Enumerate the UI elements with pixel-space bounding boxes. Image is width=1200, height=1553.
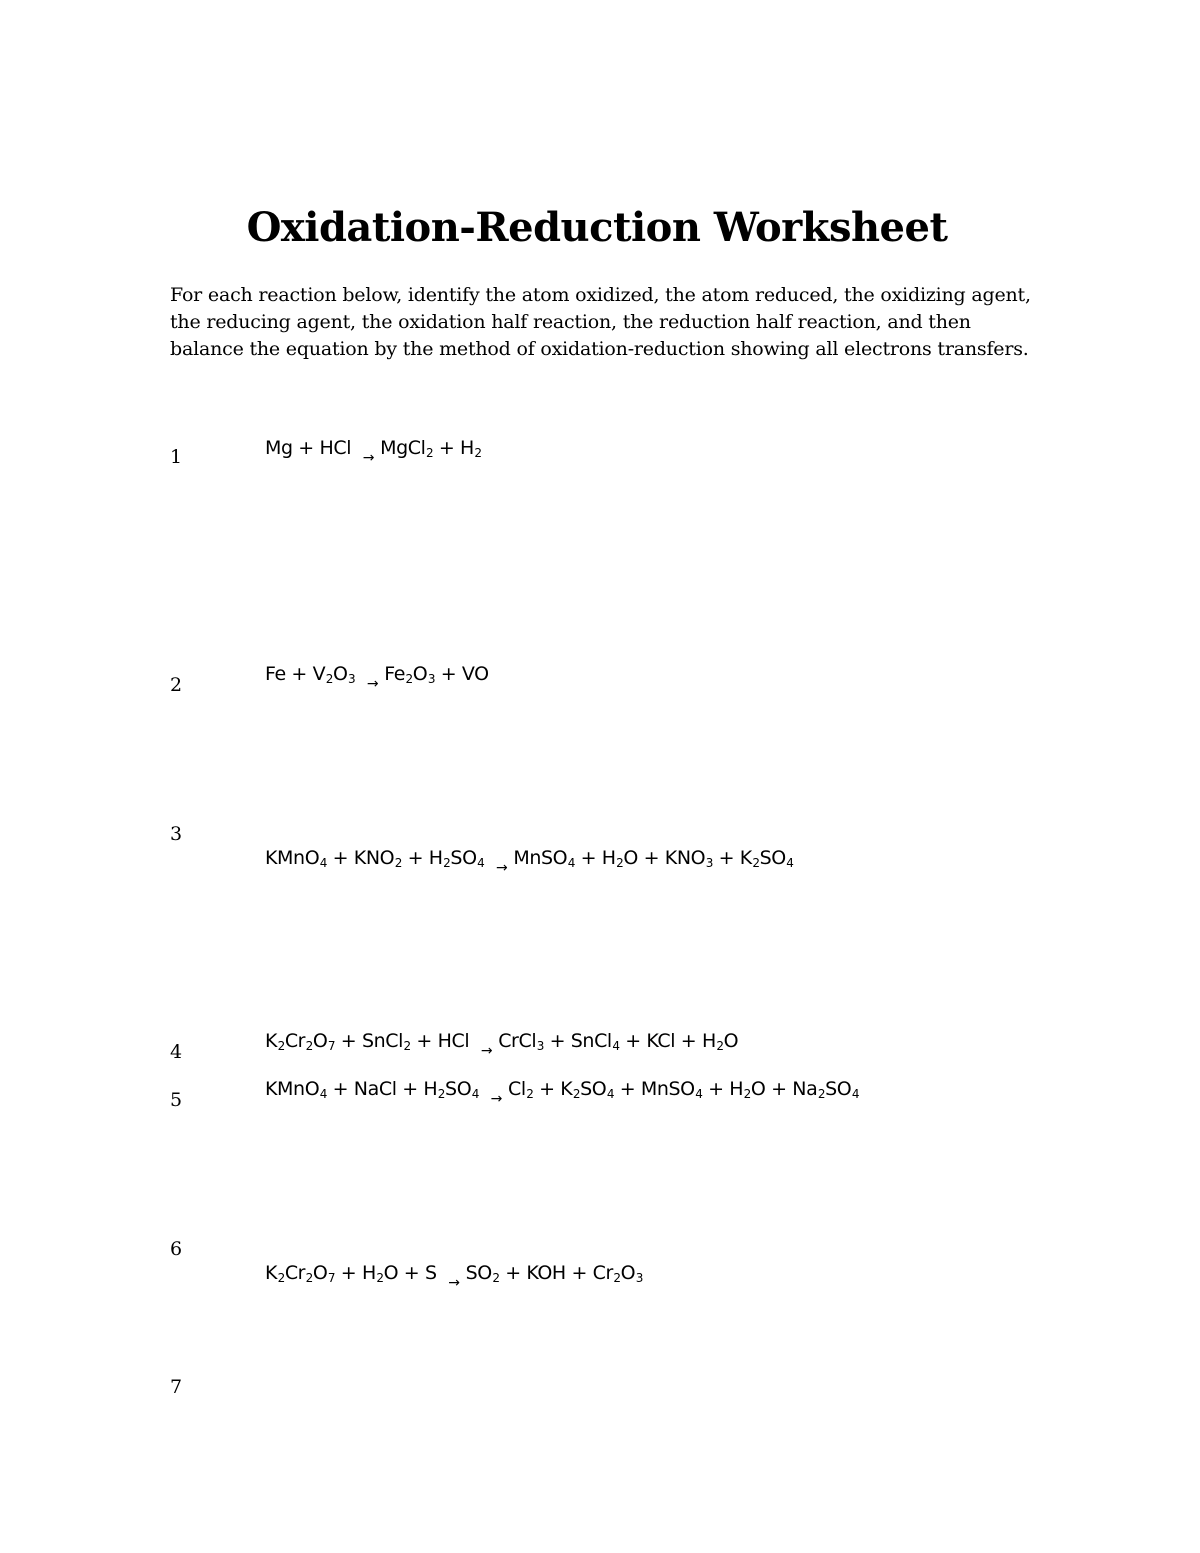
- products-text: + H: [702, 1078, 744, 1100]
- products-text: SO: [759, 847, 786, 869]
- subscript: 4: [567, 856, 575, 870]
- reactants-text: + KNO: [327, 847, 395, 869]
- reaction-equation: $Fe + V_2O_3 \to Fe_2O_3$ + VO: [265, 663, 489, 692]
- reactants-text: KMnO: [265, 1078, 320, 1100]
- reactants-text: + HCl: [410, 1030, 475, 1052]
- reactants-text: K: [265, 1030, 278, 1052]
- subscript: 4: [319, 856, 327, 870]
- subscript: 4: [695, 1087, 703, 1101]
- subscript: 2: [443, 856, 451, 870]
- subscript: 4: [471, 1087, 480, 1101]
- reactants-text: [479, 1078, 485, 1100]
- products-text: + K: [533, 1078, 573, 1100]
- reactants-text: O: [332, 663, 348, 685]
- products-text: + K: [712, 847, 752, 869]
- reactants-text: + H: [401, 847, 443, 869]
- products-text: MgCl: [380, 437, 426, 459]
- products-text: + H: [574, 847, 616, 869]
- reactants-text: O + S: [383, 1262, 443, 1284]
- subscript: 2: [305, 1039, 313, 1053]
- subscript: 2: [492, 1271, 500, 1285]
- reactants-text: SO: [450, 847, 477, 869]
- products-text: O: [412, 663, 428, 685]
- reaction-equation: Mg + HCl → MgCl$_2$ + $H_2$: [265, 437, 482, 466]
- reaction-equation: KMnO$_4$ + NaCl + $H_2SO_4 \to Cl_2 + K_2SO_4$ + MnSO$_4$ + $H_2O + Na_2SO_4$: [265, 1078, 860, 1107]
- subscript: 2: [394, 856, 402, 870]
- products-text: + MnSO: [614, 1078, 695, 1100]
- subscript: 3: [536, 1039, 544, 1053]
- products-text: + H: [433, 437, 474, 459]
- products-text: CrCl: [498, 1030, 537, 1052]
- products-text: O: [620, 1262, 636, 1284]
- products-text: O + KNO: [623, 847, 706, 869]
- products-text: Cl: [508, 1078, 526, 1100]
- subscript: 2: [277, 1039, 285, 1053]
- reactants-text: [484, 847, 490, 869]
- subscript: 7: [327, 1271, 336, 1285]
- reaction-equation: $K_2Cr_2O_7$ + SnCl$_2$ + HCl → CrCl$_3$ + SnCl$_4$ + KCl + $H_2O$: [265, 1030, 739, 1059]
- subscript: 2: [403, 1039, 411, 1053]
- subscript: 2: [277, 1271, 285, 1285]
- subscript: 2: [743, 1087, 751, 1101]
- reactants-text: + H: [335, 1262, 376, 1284]
- reaction-equation: KMnO$_4$ + $KNO_2 + H_2SO_4$ → MnSO$_4$ + $H_2O + KNO_3 + K_2SO_4$: [265, 847, 794, 876]
- subscript: 2: [405, 672, 413, 686]
- subscript: 3: [635, 1271, 643, 1285]
- subscript: 2: [616, 856, 624, 870]
- reactants-text: O: [312, 1030, 328, 1052]
- subscript: 7: [327, 1039, 336, 1053]
- reactants-text: Fe + V: [265, 663, 326, 685]
- reactants-text: KMnO: [265, 847, 320, 869]
- subscript: 3: [427, 672, 436, 686]
- subscript: 4: [851, 1087, 860, 1101]
- subscript: 2: [305, 1271, 313, 1285]
- reactants-text: [355, 663, 361, 685]
- subscript: 2: [474, 446, 482, 460]
- products-text: O + Na: [750, 1078, 818, 1100]
- subscript: 2: [325, 672, 333, 686]
- reactants-text: Cr: [284, 1262, 306, 1284]
- reactants-text: SO: [445, 1078, 472, 1100]
- subscript: 4: [606, 1087, 615, 1101]
- products-text: SO: [825, 1078, 852, 1100]
- problem-number: 6: [170, 1238, 183, 1260]
- subscript: 4: [786, 856, 794, 870]
- reactants-text: + NaCl + H: [327, 1078, 438, 1100]
- problem-number: 4: [170, 1041, 183, 1063]
- products-text: + SnCl: [543, 1030, 612, 1052]
- problem-number: 2: [170, 674, 183, 696]
- reactants-text: K: [265, 1262, 278, 1284]
- reactants-text: + SnCl: [335, 1030, 404, 1052]
- reactants-text: + HCl: [292, 437, 357, 459]
- subscript: 2: [425, 446, 434, 460]
- subscript: 2: [526, 1087, 534, 1101]
- products-text: SO: [465, 1262, 492, 1284]
- subscript: 2: [752, 856, 760, 870]
- subscript: 2: [817, 1087, 826, 1101]
- subscript: 2: [613, 1271, 621, 1285]
- reactants-text: Mg: [265, 437, 293, 459]
- subscript: 2: [572, 1087, 581, 1101]
- subscript: 4: [477, 856, 485, 870]
- products-text: + KCl + H: [619, 1030, 716, 1052]
- reactants-text: Cr: [284, 1030, 306, 1052]
- reactants-text: O: [312, 1262, 328, 1284]
- problem-number: 1: [170, 446, 183, 468]
- reaction-equation: $K_2Cr_2O_7 + H_2O + S \to SO_2$ + KOH + $Cr_2O_3$: [265, 1262, 643, 1291]
- problem-number: 5: [170, 1089, 183, 1111]
- products-text: Fe: [384, 663, 406, 685]
- subscript: 2: [437, 1087, 446, 1101]
- subscript: 4: [612, 1039, 620, 1053]
- problem-number: 3: [170, 823, 183, 845]
- problem-number: 7: [170, 1376, 183, 1398]
- subscript: 2: [376, 1271, 384, 1285]
- products-text: + KOH + Cr: [499, 1262, 613, 1284]
- subscript: 4: [319, 1087, 327, 1101]
- instructions-paragraph: For each reaction below, identify the atom oxidized, the atom reduced, the oxidizing agent, the reducing agent, the oxidation half reaction, the reduction half reaction, and then balance the equation by the method of oxidation-reduction showing all electrons transfers.: [170, 284, 1031, 360]
- page-title: Oxidation-Reduction Worksheet: [246, 204, 948, 251]
- products-text: SO: [580, 1078, 607, 1100]
- products-text: O: [723, 1030, 739, 1052]
- products-text: + VO: [435, 663, 489, 685]
- subscript: 3: [705, 856, 713, 870]
- subscript: 3: [348, 672, 356, 686]
- subscript: 2: [716, 1039, 724, 1053]
- products-text: MnSO: [513, 847, 568, 869]
